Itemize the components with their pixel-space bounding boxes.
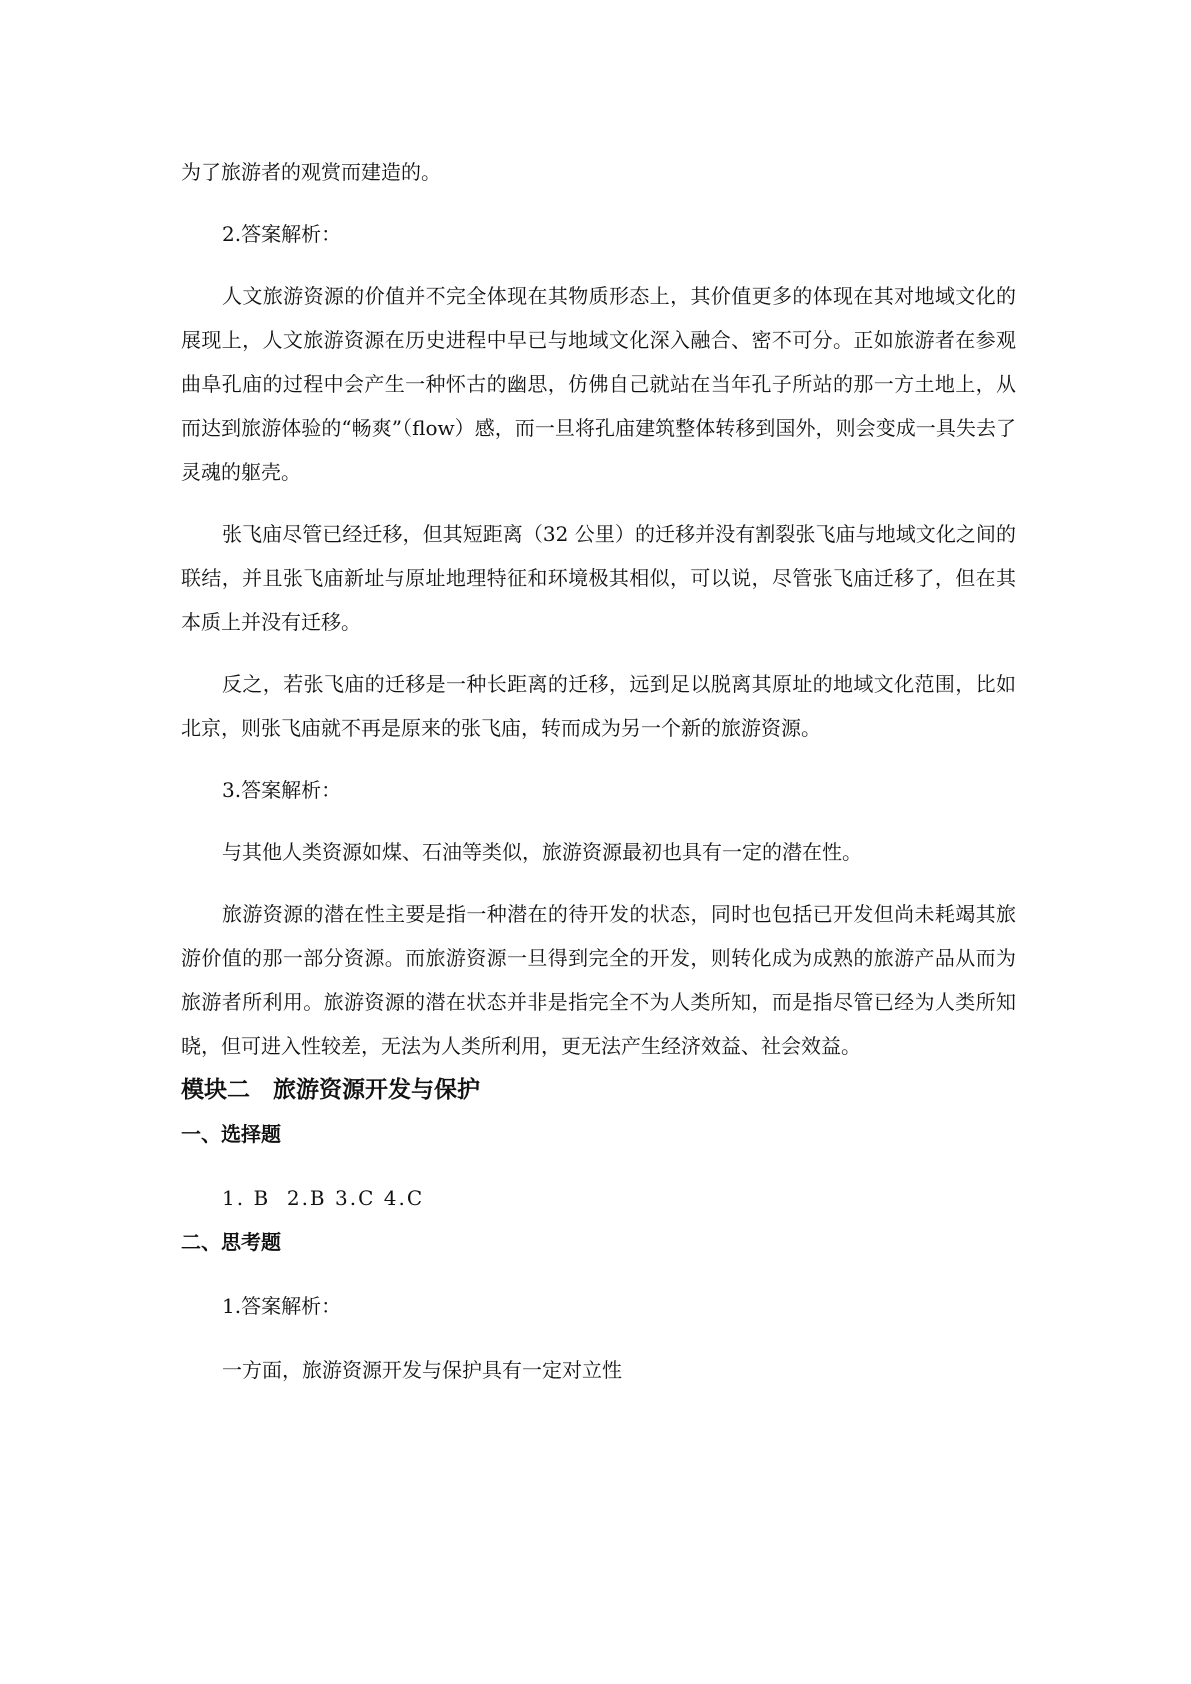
section-heading-choice: 一、选择题	[181, 1122, 281, 1146]
paragraph-cultural-resources: 人文旅游资源的价值并不完全体现在其物质形态上，其价值更多的体现在其对地域文化的展现上，人文旅游资源在历史进程中早已与地域文化深入融合、密不可分。正如旅游者在参观曲阜孔庙的过程中会产生一种怀古的幽思，仿佛自己就站在当年孔子所站的那一方土地上，从而达到旅游体验的“畅爽”（flow）感，而一旦将孔庙建筑整体转移到国外，则会变成一具失去了灵魂的躯壳。	[181, 284, 1016, 484]
answer-label-1: 1.答案解析：	[222, 1294, 342, 1318]
paragraph-continuation: 为了旅游者的观赏而建造的。	[181, 160, 441, 184]
module-heading: 模块二 旅游资源开发与保护	[181, 1077, 480, 1103]
answer-label-3: 3.答案解析：	[222, 778, 342, 802]
document-body	[181, 150, 1016, 1392]
paragraph-long-distance: 反之，若张飞庙的迁移是一种长距离的迁移，远到足以脱离其原址的地域文化范围，比如北京，则张飞庙就不再是原来的张飞庙，转而成为另一个新的旅游资源。	[181, 672, 1016, 740]
choice-answers	[181, 1176, 1016, 1220]
paragraph-development-protection: 一方面，旅游资源开发与保护具有一定对立性	[222, 1358, 622, 1382]
paragraph-potential-detail: 旅游资源的潜在性主要是指一种潜在的待开发的状态，同时也包括已开发但尚未耗竭其旅游价值的那一部分资源。而旅游资源一旦得到完全的开发，则转化成为成熟的旅游产品从而为旅游者所利用。旅游资源的潜在状态并非是指完全不为人类所知，而是指尽管已经为人类所知晓，但可进入性较差，无法为人类所利用，更无法产生经济效益、社会效益。	[181, 902, 1016, 1058]
choice-answers-text: 1. B 2.B 3.C 4.C	[222, 1186, 425, 1210]
answer-label-2: 2.答案解析：	[222, 222, 342, 246]
paragraph-zhangfei-temple: 张飞庙尽管已经迁移，但其短距离（32 公里）的迁移并没有割裂张飞庙与地域文化之间的联结，并且张飞庙新址与原址地理特征和环境极其相似，可以说，尽管张飞庙迁移了，但在其本质上并没有迁移。	[181, 522, 1016, 634]
paragraph-potential: 与其他人类资源如煤、石油等类似，旅游资源最初也具有一定的潜在性。	[222, 840, 862, 864]
section-heading-thinking: 二、思考题	[181, 1230, 281, 1254]
